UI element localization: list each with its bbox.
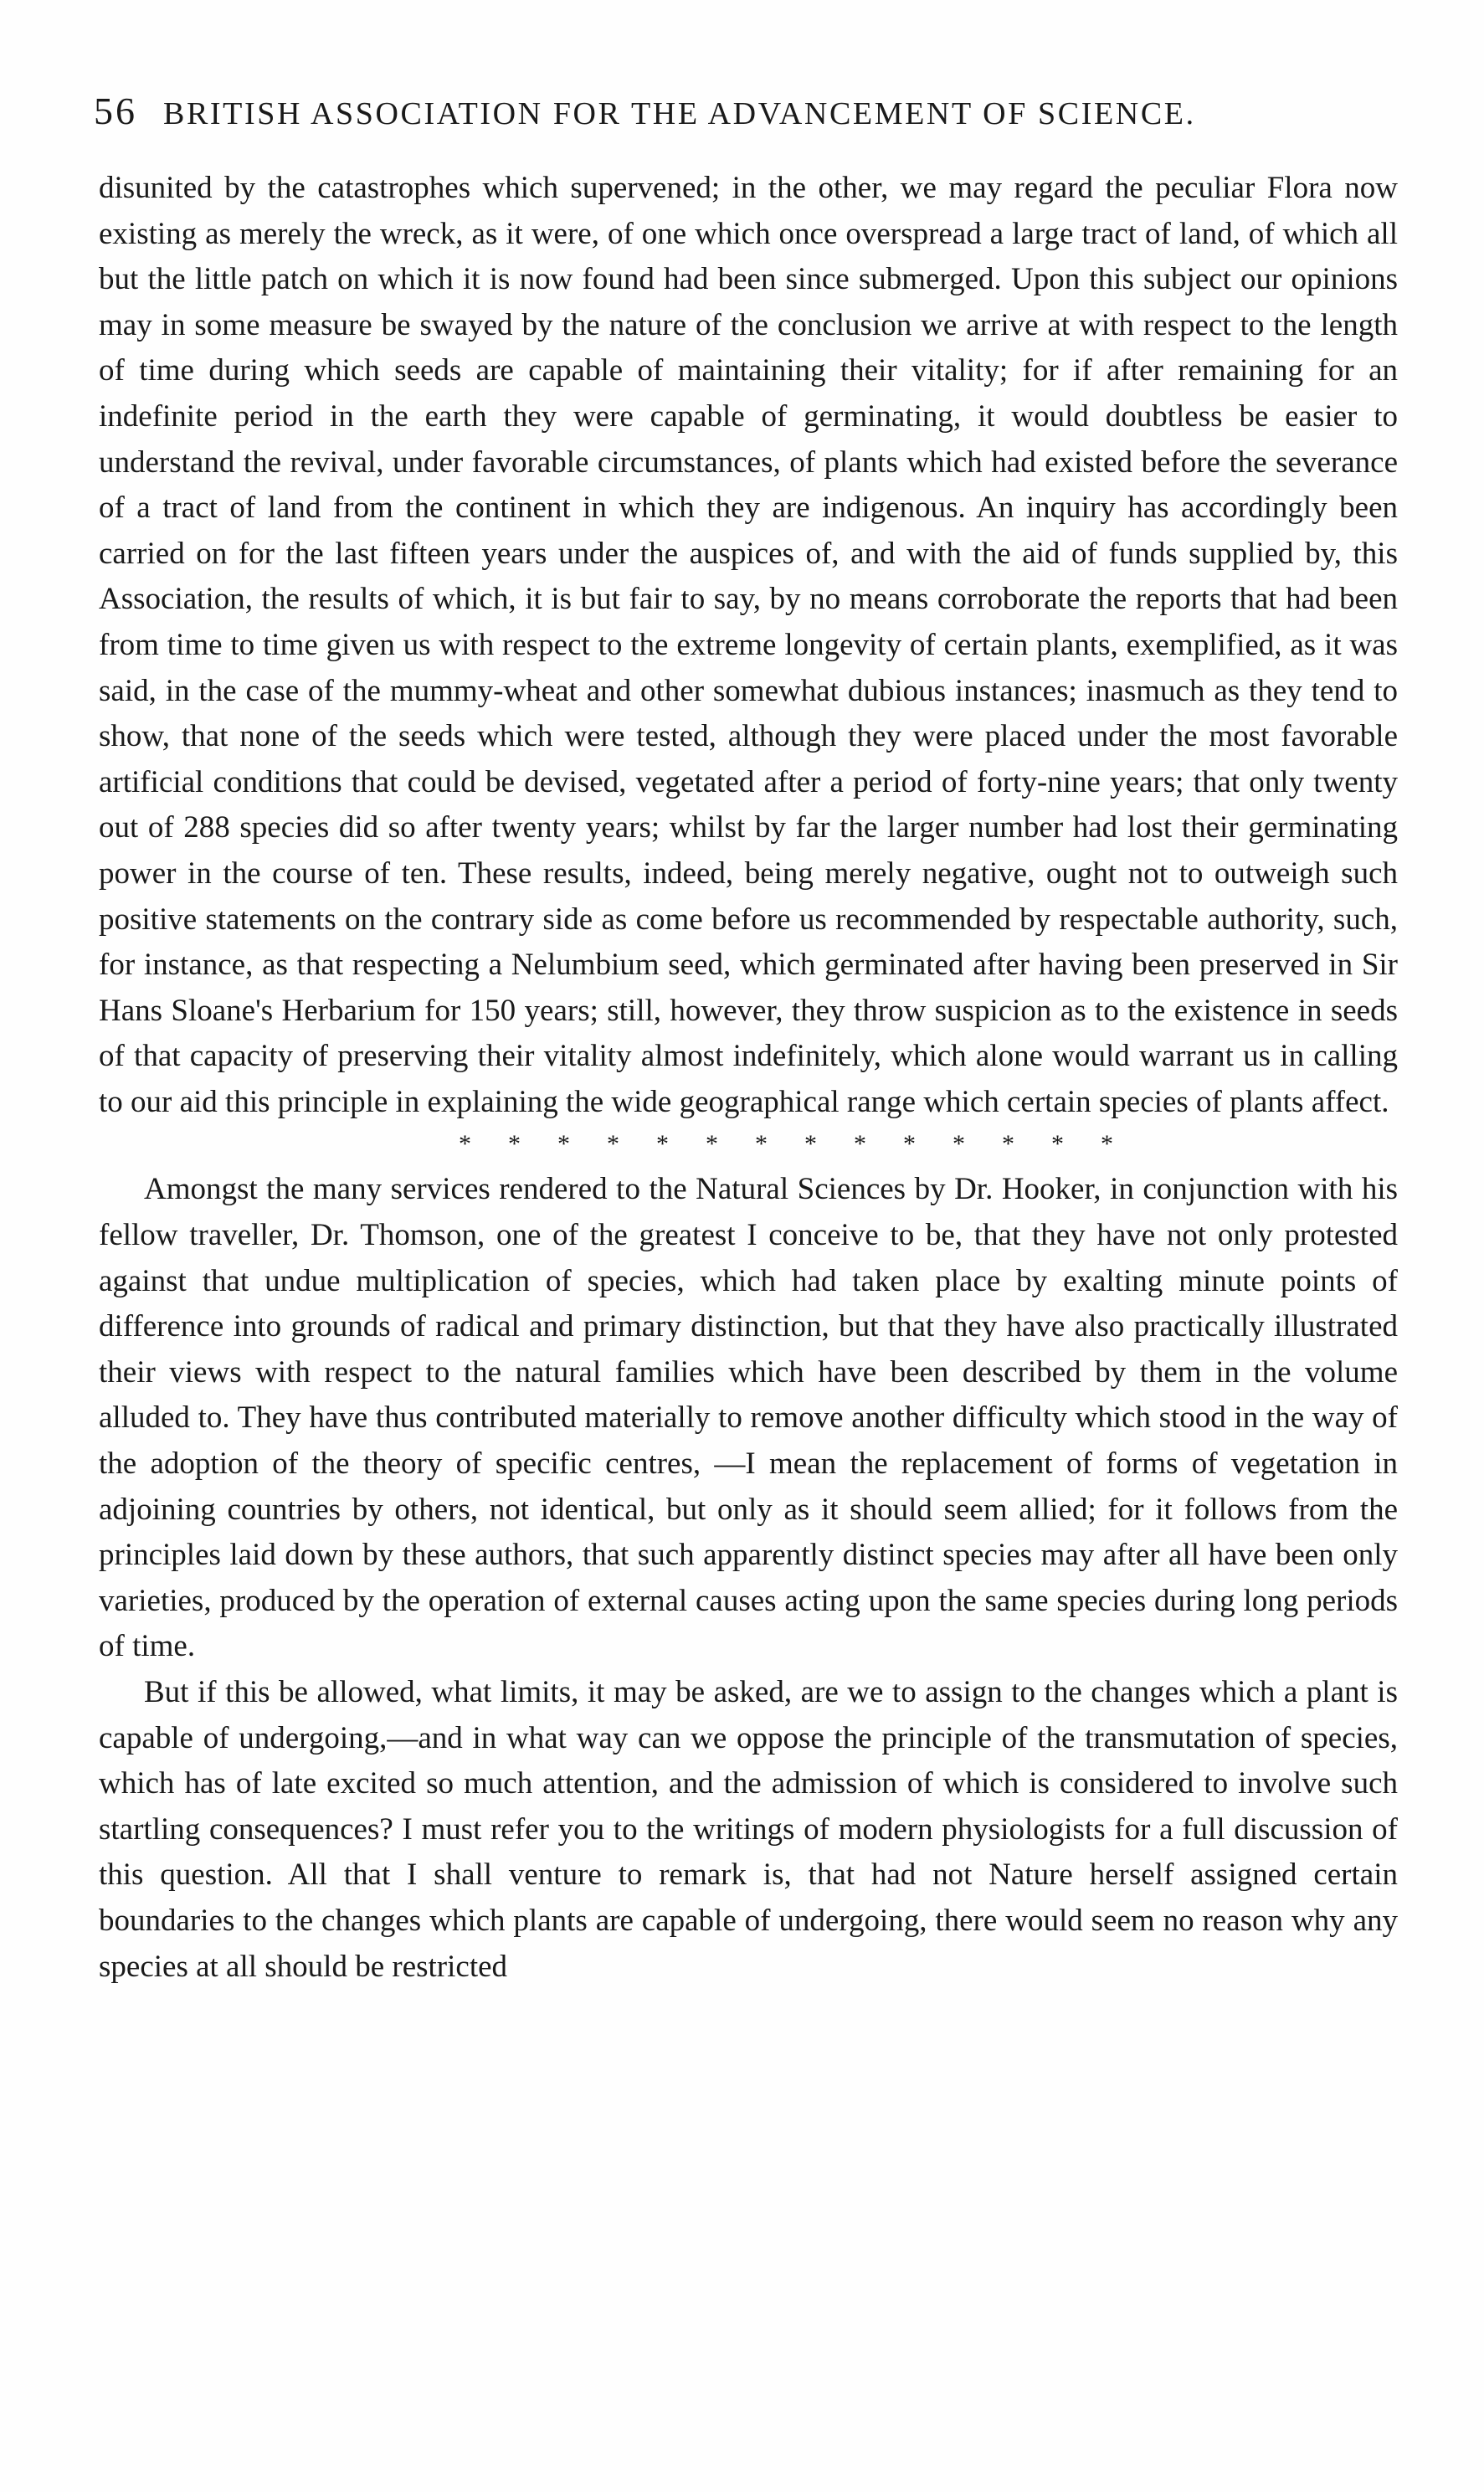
body-text [99, 166, 1398, 1990]
running-header [94, 89, 1399, 133]
paragraph: But if this be allowed, what limits, it may be asked, are we to assign to the changes which a plant is capable of undergoing,—and in what way can we oppose the principle of the transmutation of species, which has of late excited so much attention, and the admission of which is considered to involve such startling consequences? I must refer you to the writings of modern physiologists for a full discussion of this question. All that I shall venture to remark is, that had not Nature herself assigned certain boundaries to the changes which plants are capable of undergoing, there would seem no reason why any species at all should be restricted [99, 1675, 1398, 1984]
separator-star: * [459, 1130, 471, 1159]
separator-star: * [1101, 1130, 1113, 1159]
section-separator [99, 1127, 1398, 1162]
separator-star: * [508, 1130, 521, 1159]
separator-star: * [656, 1130, 669, 1159]
separator-star: * [953, 1130, 965, 1159]
separator-star: * [557, 1130, 570, 1159]
page-number: 56 [94, 90, 137, 132]
header-title: BRITISH ASSOCIATION FOR THE ADVANCEMENT OF SCIENCE. [163, 96, 1196, 131]
separator-star: * [1051, 1130, 1064, 1159]
paragraph: disunited by the catastrophes which supervened; in the other, we may regard the peculiar Flora now existing as merely the wreck, as it were, of one which once overspread a large tract of land, of which all but the little patch on which it is now found had been since submerged. Upon this subject our opinions may in some measure be swayed by the nature of the conclusion we arrive at with respect to the length of time during which seeds are capable of maintaining their vitality; for if after remaining for an indefinite period in the earth they were capable of germinating, it would doubtless be easier to understand the revival, under favorable circumstances, of plants which had existed before the severance of a tract of land from the continent in which they are indigenous. An inquiry has accordingly been carried on for the last fifteen years under the auspices of, and with the aid of funds supplied by, this Association, the results of which, it is but fair to say, by no means corroborate the reports that had been from time to time given us with respect to the extreme longevity of certain plants, exemplified, as it was said, in the case of the mummy-wheat and other somewhat dubious instances; inasmuch as they tend to show, that none of the seeds which were tested, although they were placed under the most favorable artificial conditions that could be devised, vegetated after a period of forty-nine years; that only twenty out of 288 species did so after twenty years; whilst by far the larger number had lost their germinating power in the course of ten. These results, indeed, being merely negative, ought not to outweigh such positive statements on the contrary side as come before us recommended by respectable authority, such, for instance, as that respecting a Nelumbium seed, which germinated after having been preserved in Sir Hans Sloane's Herbarium for 150 years; still, however, they throw suspicion as to the existence in seeds of that capacity of preserving their vitality almost indefinitely, which alone would warrant us in calling to our aid this principle in explaining the wide geographical range which certain species of plants affect. [99, 171, 1398, 1119]
separator-star: * [755, 1130, 768, 1159]
paragraph: Amongst the many services rendered to the Natural Sciences by Dr. Hooker, in conjunction with his fellow traveller, Dr. Thomson, one of the greatest I conceive to be, that they have not only protested against that undue multiplication of species, which had taken place by exalting minute points of difference into grounds of radical and primary distinction, but that they have also practically illustrated their views with respect to the natural families which have been described by them in the volume alluded to. They have thus contributed materially to remove another difficulty which stood in the way of the adoption of the theory of specific centres, —I mean the replacement of forms of vegetation in adjoining countries by others, not identical, but only as it should seem allied; for it follows from the principles laid down by these authors, that such apparently distinct species may after all have been only varieties, produced by the operation of external causes acting upon the same species during long periods of time. [99, 1172, 1398, 1664]
separator-star: * [1002, 1130, 1014, 1159]
separator-star: * [804, 1130, 817, 1159]
separator-star: * [854, 1130, 866, 1159]
separator-star: * [903, 1130, 916, 1159]
separator-star: * [607, 1130, 619, 1159]
separator-star: * [706, 1130, 718, 1159]
